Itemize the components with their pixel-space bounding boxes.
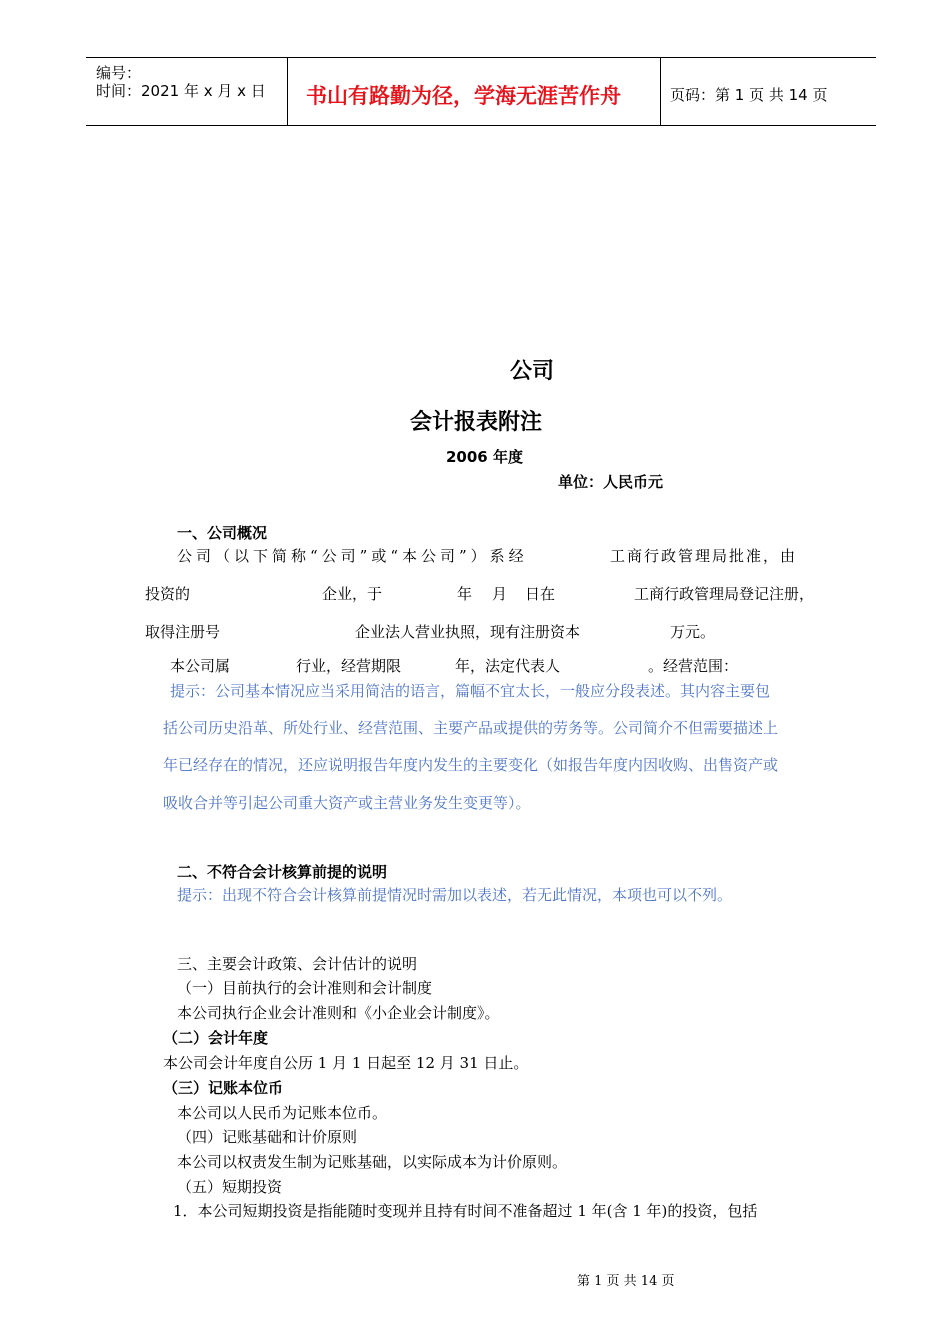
header-top-rule xyxy=(86,57,876,58)
header-bottom-rule xyxy=(86,125,876,126)
section1-line4-d: 。经营范围： xyxy=(648,657,739,675)
section1-tip-line2: 括公司历史沿革、所处行业、经营范围、主要产品或提供的劳务等。公司简介不但需要描述上 xyxy=(163,719,779,737)
header-time-label: 时间：2021 年 x 月 x 日 xyxy=(96,82,266,100)
section3-sub5-item1: 1．本公司短期投资是指能随时变现并且持有时间不准备超过 1 年(含 1 年)的投资，包括 xyxy=(173,1202,758,1220)
document-year: 2006 年度 xyxy=(446,448,523,466)
section1-line2-c: 年 xyxy=(457,585,473,603)
section1-line3-c: 万元。 xyxy=(670,623,716,641)
header-number-label: 编号： xyxy=(96,64,142,82)
section1-tip-line3: 年已经存在的情况，还应说明报告年度内发生的主要变化（如报告年度内因收购、出售资产或 xyxy=(163,756,779,774)
section3-heading: 三、主要会计政策、会计估计的说明 xyxy=(177,955,418,973)
section3-sub1-body: 本公司执行企业会计准则和《小企业会计制度》。 xyxy=(177,1004,500,1022)
company-name: 公司 xyxy=(510,359,555,384)
section3-sub4-body: 本公司以权责发生制为记账基础，以实际成本为计价原则。 xyxy=(177,1153,568,1171)
header-divider-1 xyxy=(287,58,288,125)
section1-line4-a: 本公司属 xyxy=(170,657,231,675)
section2-heading: 二、不符合会计核算前提的说明 xyxy=(177,863,388,881)
section3-sub5-heading: （五）短期投资 xyxy=(177,1178,283,1196)
section1-tip-line4: 吸收合并等引起公司重大资产或主营业务发生变更等）。 xyxy=(163,794,531,812)
section1-line3-b: 企业法人营业执照，现有注册资本 xyxy=(355,623,581,641)
document-title: 会计报表附注 xyxy=(410,410,543,435)
section1-line3-a: 取得注册号 xyxy=(145,623,221,641)
section2-tip: 提示：出现不符合会计核算前提情况时需加以表述，若无此情况，本项也可以不列。 xyxy=(177,886,733,904)
section1-line2-b: 企业，于 xyxy=(322,585,383,603)
header-divider-2 xyxy=(660,58,661,125)
section3-sub2-body: 本公司会计年度自公历 1 月 1 日起至 12 月 31 日止。 xyxy=(163,1054,529,1072)
section3-sub2-heading: （二）会计年度 xyxy=(163,1029,269,1047)
section1-line4-b: 行业，经营期限 xyxy=(296,657,402,675)
header-motto: 书山有路勤为径，学海无涯苦作舟 xyxy=(306,84,621,108)
section1-line4-c: 年，法定代表人 xyxy=(455,657,561,675)
section3-sub3-heading: （三）记账本位币 xyxy=(163,1079,284,1097)
section1-line2-d: 月 xyxy=(492,585,508,603)
footer-page-number: 第 1 页 共 14 页 xyxy=(577,1274,675,1289)
section3-sub3-body: 本公司以人民币为记账本位币。 xyxy=(177,1104,388,1122)
section1-heading: 一、公司概况 xyxy=(177,524,268,542)
section1-line2-e: 日在 xyxy=(525,585,556,603)
section3-sub4-heading: （四）记账基础和计价原则 xyxy=(177,1128,358,1146)
currency-unit: 单位：人民币元 xyxy=(558,473,664,491)
section1-tip-line1: 提示：公司基本情况应当采用简洁的语言，篇幅不宜太长，一般应分段表述。其内容主要包 xyxy=(170,682,771,700)
section1-line2-f: 工商行政管理局登记注册， xyxy=(634,585,815,603)
header-page-info: 页码：第 1 页 共 14 页 xyxy=(670,86,828,104)
section1-line1-b: 工商行政管理局批准，由 xyxy=(610,547,798,565)
section1-line1-a: 公司（以下简称“公司”或“本公司”）系经 xyxy=(177,547,528,565)
section3-sub1-heading: （一）目前执行的会计准则和会计制度 xyxy=(177,979,433,997)
section1-line2-a: 投资的 xyxy=(145,585,191,603)
